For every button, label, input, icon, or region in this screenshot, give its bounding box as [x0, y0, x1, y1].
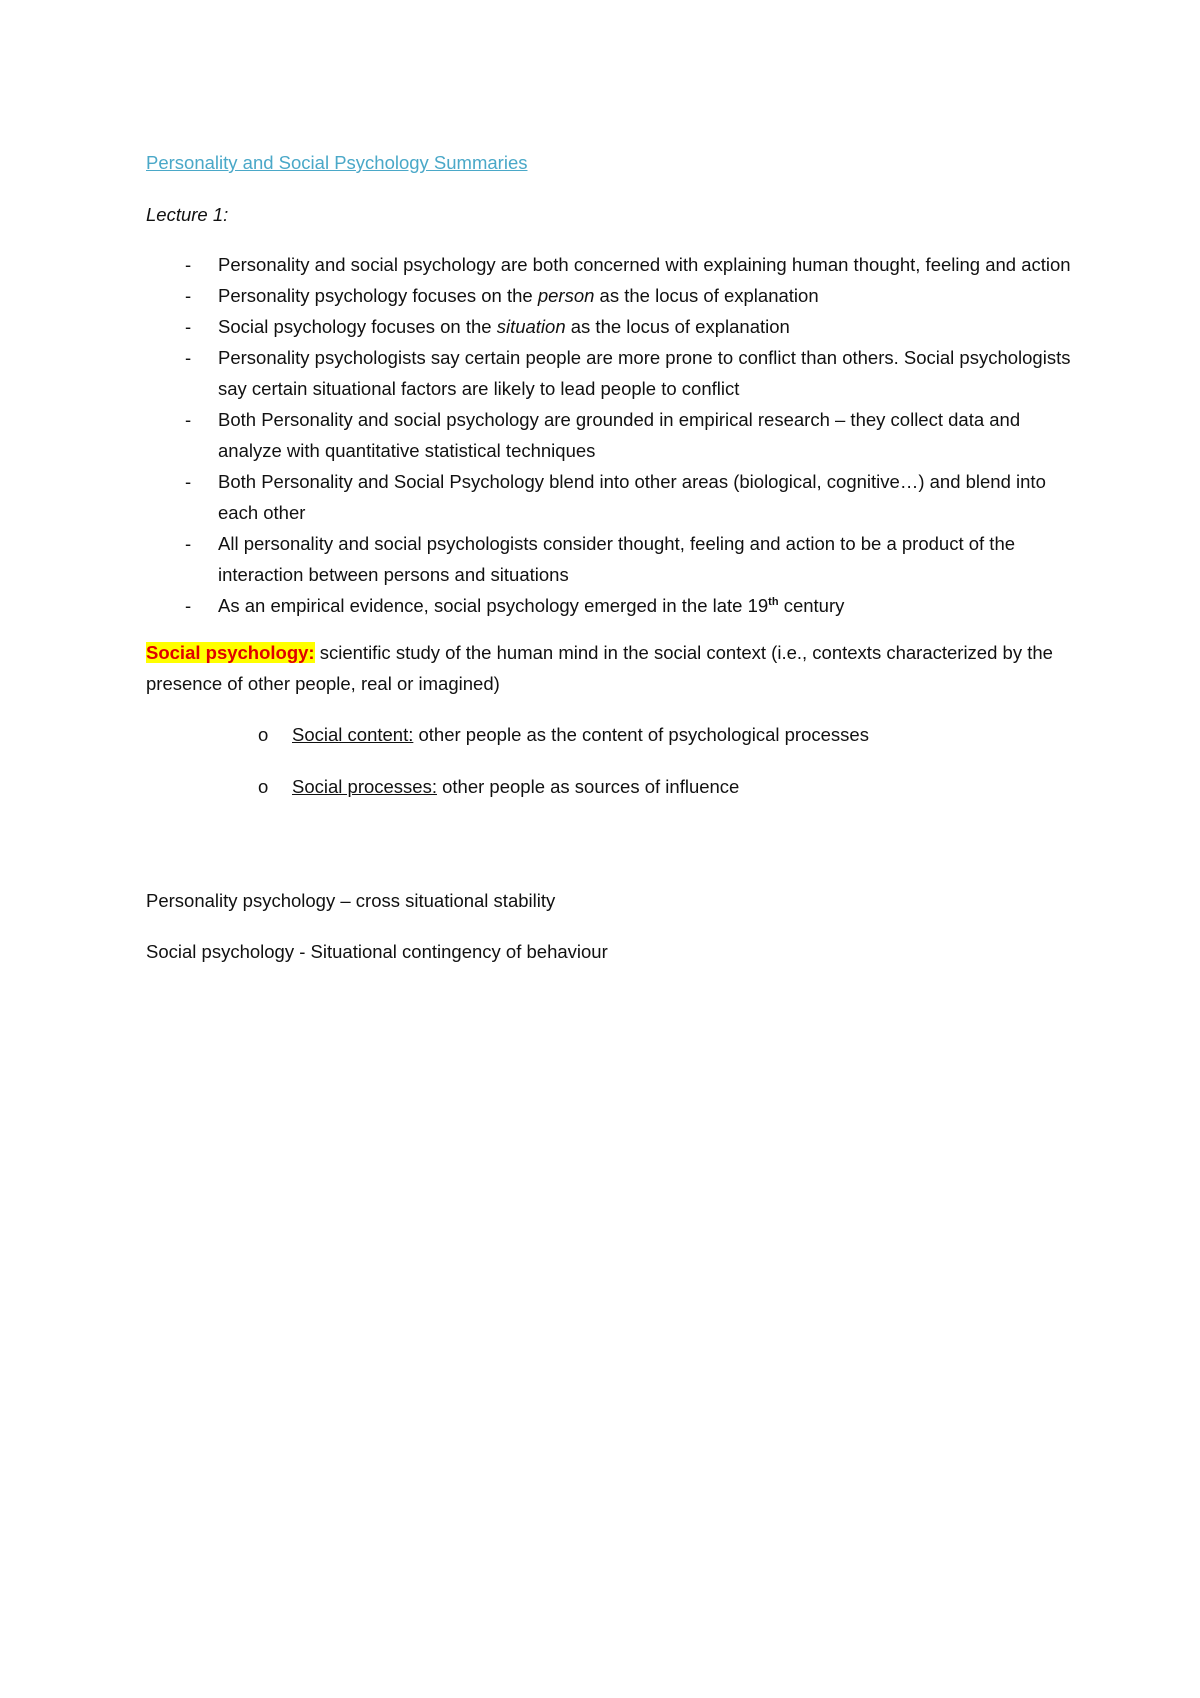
list-item: [146, 404, 1076, 466]
list-item: [146, 311, 1076, 342]
dash-marker: -: [185, 285, 192, 306]
closing-line-personality: Personality psychology – cross situational stability: [146, 890, 556, 911]
bullet-text-tail: as the locus of explanation: [594, 285, 819, 306]
blank-spacer: [146, 823, 1076, 885]
bullet-emphasis: person: [537, 285, 595, 306]
highlighted-term: Social psychology:: [146, 642, 315, 663]
list-item: [146, 280, 1076, 311]
dash-marker: -: [185, 316, 192, 337]
circle-bullet-marker: o: [258, 724, 269, 745]
lecture-bullet-list: [146, 249, 1076, 621]
sub-item-term: Social content:: [292, 724, 414, 745]
dash-marker: -: [185, 595, 192, 616]
bullet-text: Personality and social psychology are both concerned with explaining human thought, feeling and action: [218, 254, 1071, 275]
dash-marker: -: [185, 533, 192, 554]
bullet-text: Personality psychologists say certain people are more prone to conflict than others. Social psychologists say certain situational factors are likely to lead people to conflict: [218, 347, 1071, 399]
closing-line-social: Social psychology - Situational contingency of behaviour: [146, 941, 608, 962]
dash-marker: -: [185, 347, 192, 368]
bullet-emphasis: situation: [496, 316, 566, 337]
sub-item-list: [146, 719, 1076, 802]
bullet-text: Both Personality and Social Psychology blend into other areas (biological, cognitive…) and blend into each other: [218, 471, 1046, 523]
bullet-text-tail: as the locus of explanation: [565, 316, 790, 337]
list-item: [146, 719, 1076, 750]
ordinal-superscript: th: [768, 595, 779, 608]
sub-item-text: other people as sources of influence: [436, 776, 740, 797]
dash-marker: -: [185, 471, 192, 492]
document-body: [146, 147, 1076, 987]
lecture-heading: Lecture 1:: [146, 204, 229, 225]
dash-marker: -: [185, 254, 192, 275]
list-item: [146, 528, 1076, 590]
list-item: [146, 466, 1076, 528]
bullet-text: Social psychology focuses on the: [218, 316, 497, 337]
bullet-text: Personality psychology focuses on the: [218, 285, 538, 306]
list-item: [146, 342, 1076, 404]
sub-item-text: other people as the content of psychological processes: [413, 724, 869, 745]
definition-paragraph: [146, 637, 1076, 699]
dash-marker: -: [185, 409, 192, 430]
definition-text: scientific study of the human mind in the social context (i.e., contexts characterized by the presence of other people, real or imagined): [146, 642, 1053, 694]
bullet-text: As an empirical evidence, social psychology emerged in the late 19: [218, 595, 769, 616]
bullet-text-tail: century: [778, 595, 845, 616]
circle-bullet-marker: o: [258, 776, 269, 797]
bullet-text: All personality and social psychologists consider thought, feeling and action to be a product of the interaction between persons and situations: [218, 533, 1016, 585]
list-item: [146, 249, 1076, 280]
document-title: Personality and Social Psychology Summaries: [146, 152, 528, 173]
bullet-text: Both Personality and social psychology are grounded in empirical research – they collect data and analyze with quantitative statistical techniques: [218, 409, 1021, 461]
sub-item-term: Social processes:: [292, 776, 437, 797]
list-item: [146, 771, 1076, 802]
list-item: [146, 590, 1076, 621]
